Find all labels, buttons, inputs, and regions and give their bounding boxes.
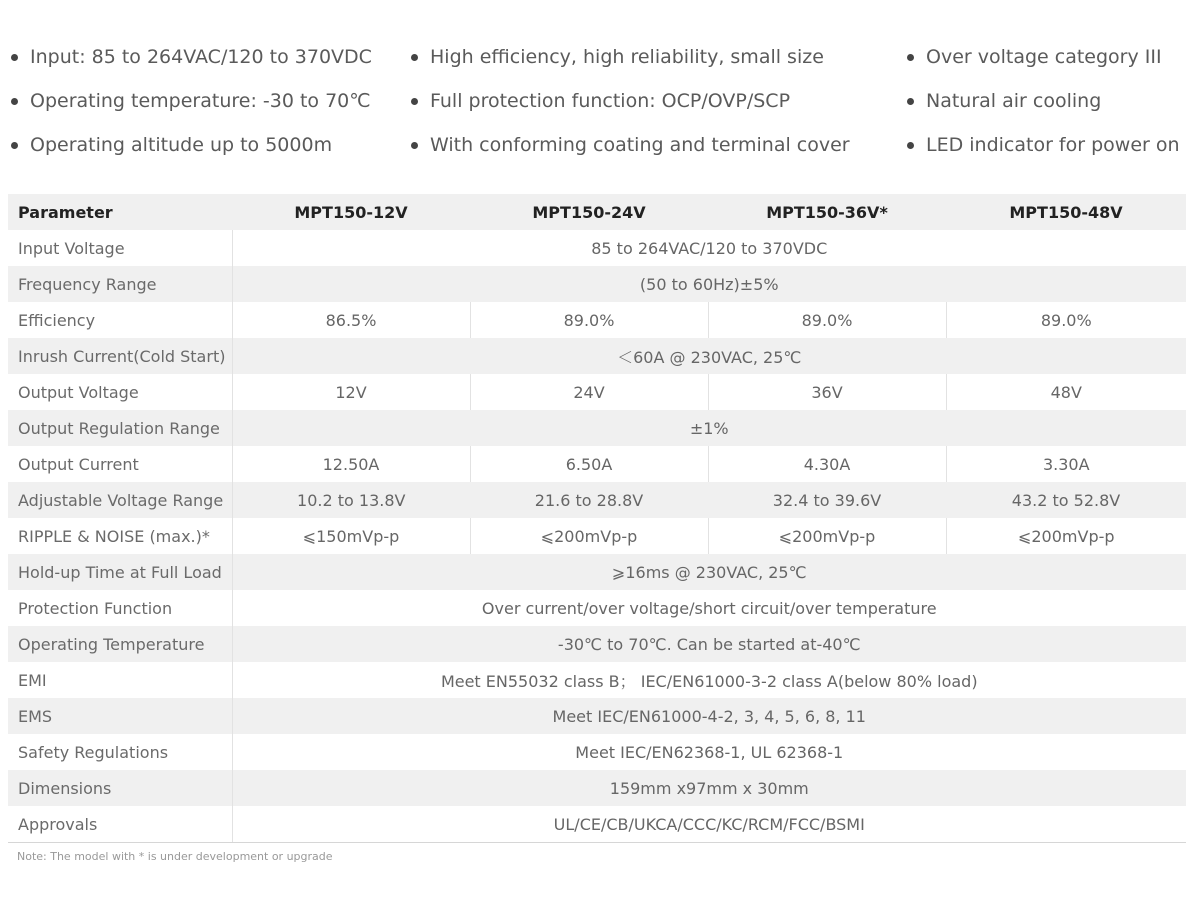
feature-column-2 bbox=[408, 40, 850, 172]
cell-value: ⩽150mVp-p bbox=[232, 518, 470, 554]
bullet-icon bbox=[907, 54, 914, 61]
cell-value: 36V bbox=[708, 374, 946, 410]
cell-value: 89.0% bbox=[708, 302, 946, 338]
cell-value: 12.50A bbox=[232, 446, 470, 482]
feature-text: With conforming coating and terminal cover bbox=[430, 134, 850, 156]
cell-value: 89.0% bbox=[1040, 310, 1092, 330]
row-value: Meet IEC/EN61000-4-2, 3, 4, 5, 6, 8, 11 bbox=[232, 698, 1186, 734]
column-header-parameter: Parameter bbox=[8, 194, 232, 230]
row-label: Safety Regulations bbox=[8, 734, 232, 770]
row-value: 85 to 264VAC/120 to 370VDC bbox=[591, 238, 828, 258]
row-label: EMS bbox=[8, 698, 232, 734]
cell-value: 32.4 to 39.6V bbox=[708, 482, 946, 518]
table-row bbox=[8, 806, 1186, 843]
bullet-icon bbox=[11, 142, 18, 149]
feature-list bbox=[8, 40, 1194, 170]
row-value: ⩾16ms @ 230VAC, 25℃ bbox=[232, 554, 1186, 590]
row-label: Output Regulation Range bbox=[8, 410, 232, 446]
feature-item bbox=[904, 40, 1180, 84]
row-label: Hold-up Time at Full Load bbox=[8, 554, 232, 590]
table-row bbox=[8, 662, 1186, 698]
table-row bbox=[8, 518, 1186, 554]
cell-value: 4.30A bbox=[708, 446, 946, 482]
feature-text: Input: 85 to 264VAC/120 to 370VDC bbox=[30, 46, 372, 68]
bullet-icon bbox=[11, 54, 18, 61]
row-label: Approvals bbox=[8, 806, 232, 843]
feature-text: High efficiency, high reliability, small size bbox=[430, 46, 824, 68]
column-header-mpt150-24v: MPT150-24V bbox=[470, 194, 708, 230]
feature-item bbox=[8, 84, 372, 128]
cell-value: 86.5% bbox=[232, 302, 470, 338]
bullet-icon bbox=[907, 98, 914, 105]
row-label: Frequency Range bbox=[8, 266, 232, 302]
cell-value: 89.0% bbox=[470, 302, 708, 338]
feature-item bbox=[408, 84, 850, 128]
row-value: ±1% bbox=[232, 410, 1186, 446]
row-value: UL/CE/CB/UKCA/CCC/KC/RCM/FCC/BSMI bbox=[232, 806, 1186, 843]
row-label: Output Voltage bbox=[8, 374, 232, 410]
row-label: Operating Temperature bbox=[8, 626, 232, 662]
column-header-mpt150-36v: MPT150-36V* bbox=[708, 194, 946, 230]
row-label: EMI bbox=[8, 662, 232, 698]
table-row bbox=[8, 374, 1186, 410]
feature-item bbox=[8, 128, 372, 172]
bullet-icon bbox=[411, 54, 418, 61]
table-row bbox=[8, 590, 1186, 626]
table-row bbox=[8, 770, 1186, 806]
table-row bbox=[8, 302, 1186, 338]
feature-text: Natural air cooling bbox=[926, 90, 1102, 112]
table-row bbox=[8, 482, 1186, 518]
row-value: -30℃ to 70℃. Can be started at-40℃ bbox=[232, 626, 1186, 662]
cell-value: ⩽200mVp-p bbox=[470, 518, 708, 554]
bullet-icon bbox=[907, 142, 914, 149]
cell-value: 43.2 to 52.8V bbox=[946, 482, 1186, 518]
row-label: Protection Function bbox=[8, 590, 232, 626]
feature-text: Over voltage category III bbox=[926, 46, 1162, 68]
cell-value: 21.6 to 28.8V bbox=[470, 482, 708, 518]
row-value: ＜60A @ 230VAC, 25℃ bbox=[232, 338, 1186, 374]
table-row bbox=[8, 338, 1186, 374]
column-header-mpt150-12v: MPT150-12V bbox=[232, 194, 470, 230]
spec-table bbox=[8, 194, 1186, 843]
row-value: Over current/over voltage/short circuit/over temperature bbox=[481, 598, 937, 618]
table-row bbox=[8, 626, 1186, 662]
cell-value: 24V bbox=[470, 374, 708, 410]
table-row bbox=[8, 446, 1186, 482]
table-header-row bbox=[8, 194, 1186, 230]
row-label: Input Voltage bbox=[8, 230, 232, 266]
row-label: RIPPLE & NOISE (max.)* bbox=[8, 518, 232, 554]
cell-value: ⩽200mVp-p bbox=[708, 518, 946, 554]
row-value: Meet IEC/EN62368-1, UL 62368-1 bbox=[575, 742, 844, 762]
row-value: (50 to 60Hz)±5% bbox=[232, 266, 1186, 302]
table-row bbox=[8, 554, 1186, 590]
cell-value: 3.30A bbox=[1042, 454, 1090, 474]
cell-value: 6.50A bbox=[470, 446, 708, 482]
table-row bbox=[8, 410, 1186, 446]
cell-value: ⩽200mVp-p bbox=[1017, 526, 1115, 546]
cell-value: 48V bbox=[1050, 382, 1082, 402]
feature-text: Operating temperature: -30 to 70℃ bbox=[30, 90, 371, 112]
feature-column-3 bbox=[904, 40, 1180, 172]
row-label: Efficiency bbox=[8, 302, 232, 338]
feature-item bbox=[904, 84, 1180, 128]
feature-text: Full protection function: OCP/OVP/SCP bbox=[430, 90, 791, 112]
feature-column-1 bbox=[8, 40, 372, 172]
row-label: Dimensions bbox=[8, 770, 232, 806]
row-value: Meet EN55032 class B； IEC/EN61000-3-2 class A(below 80% load) bbox=[440, 671, 978, 691]
feature-text: LED indicator for power on bbox=[926, 134, 1180, 156]
bullet-icon bbox=[11, 98, 18, 105]
row-label: Adjustable Voltage Range bbox=[8, 482, 232, 518]
row-label: Inrush Current(Cold Start) bbox=[8, 338, 232, 374]
footnote: Note: The model with * is under development or upgrade bbox=[17, 850, 333, 863]
feature-text: Operating altitude up to 5000m bbox=[30, 134, 333, 156]
table-row bbox=[8, 734, 1186, 770]
feature-item bbox=[904, 128, 1180, 172]
row-value: 159mm x97mm x 30mm bbox=[232, 770, 1186, 806]
column-header-mpt150-48v: MPT150-48V bbox=[946, 194, 1186, 230]
table-row bbox=[8, 266, 1186, 302]
cell-value: 12V bbox=[232, 374, 470, 410]
row-label: Output Current bbox=[8, 446, 232, 482]
feature-item bbox=[8, 40, 372, 84]
feature-item bbox=[408, 128, 850, 172]
bullet-icon bbox=[411, 142, 418, 149]
bullet-icon bbox=[411, 98, 418, 105]
feature-item bbox=[408, 40, 850, 84]
table-row bbox=[8, 698, 1186, 734]
cell-value: 10.2 to 13.8V bbox=[232, 482, 470, 518]
table-row bbox=[8, 230, 1186, 266]
